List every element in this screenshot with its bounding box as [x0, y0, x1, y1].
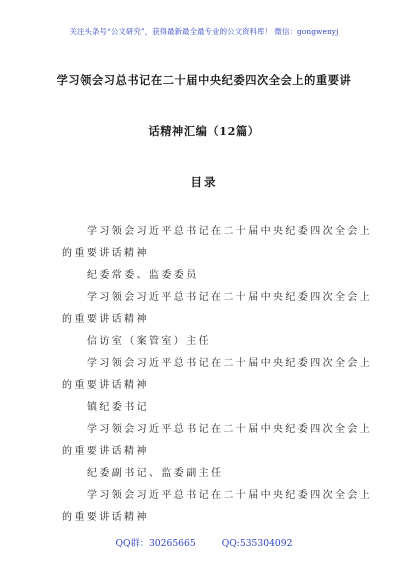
toc-entry-2-title: 学习领会习近平总书记在二十届中央纪委四次全会上: [87, 292, 373, 303]
footer-qq-group: QQ群：30265665: [115, 538, 196, 549]
toc-heading: 目录: [190, 175, 218, 189]
toc-entry-4-author: 纪委副书记、监委副主任: [87, 468, 224, 479]
footer-qq: QQ:535304092: [221, 538, 293, 549]
document-title-line-1: 学习领会习总书记在二十届中央纪委四次全会上的重要讲: [56, 73, 352, 87]
footer-contact: [0, 535, 408, 549]
toc-entry-1-title-cont: 的重要讲话精神: [62, 248, 149, 259]
toc-entry-2-author: 信访室（案管室）主任: [87, 336, 211, 347]
header-promo-note: 关注头条号“公文研究”，获得最新最全最专业的公文资料库！ 微信：gongwenyj: [69, 27, 339, 36]
document-title-line-2: 话精神汇编（12篇）: [148, 124, 260, 138]
toc-entry-1-title: 学习领会习近平总书记在二十届中央纪委四次全会上: [87, 226, 373, 237]
toc-entry-5-title-cont: 的重要讲话精神: [62, 512, 149, 523]
toc-entry-5-title: 学习领会习近平总书记在二十届中央纪委四次全会上: [87, 490, 373, 501]
toc-entry-3-title-cont: 的重要讲话精神: [62, 380, 149, 391]
toc-entry-1-author: 纪委常委、监委委员: [87, 270, 199, 281]
toc-entry-2-title-cont: 的重要讲话精神: [62, 314, 149, 325]
toc-entry-4-title-cont: 的重要讲话精神: [62, 446, 149, 457]
toc-entry-4-title: 学习领会习近平总书记在二十届中央纪委四次全会上: [87, 424, 373, 435]
toc-entry-3-title: 学习领会习近平总书记在二十届中央纪委四次全会上: [87, 358, 373, 369]
toc-entry-3-author: 镇纪委书记: [87, 402, 149, 413]
